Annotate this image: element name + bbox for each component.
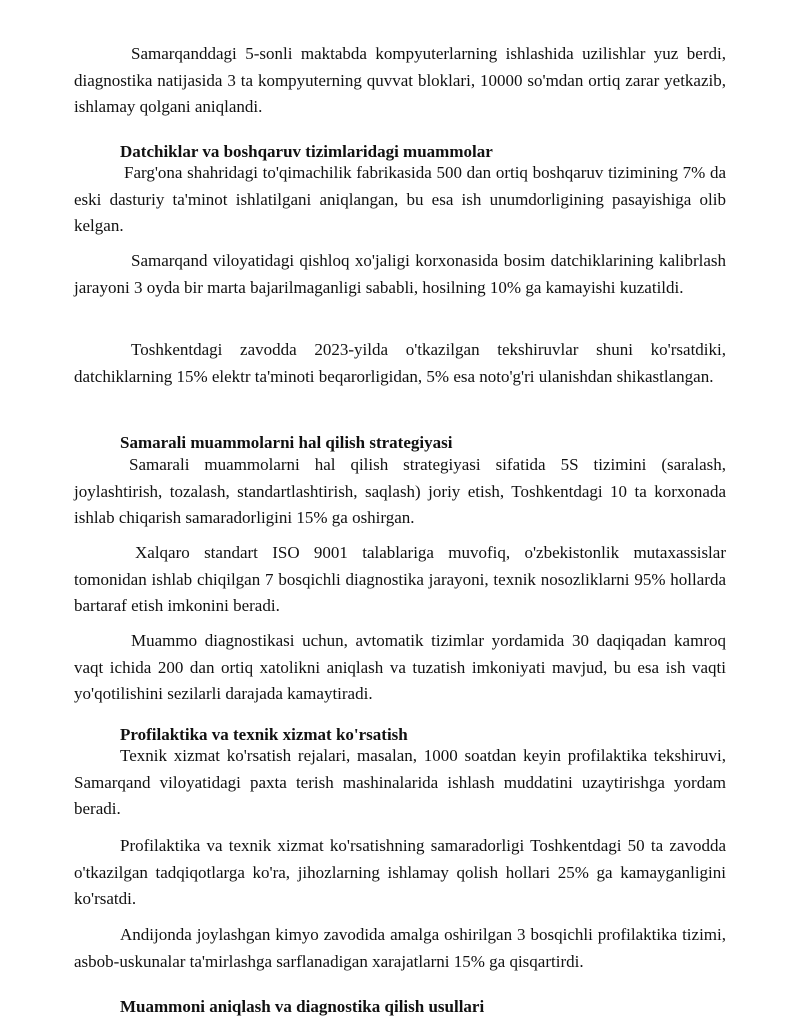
paragraph-tashkent-plant: Toshkentdagi zavodda 2023-yilda o'tkazilgan tekshiruvlar shuni ko'rsatdiki, datchiklarning 15% elektr ta'minoti beqarorligidan, 5% esa noto'g'ri ulanishdan shikastlangan.	[74, 340, 726, 386]
heading-problem-solving: Samarali muammolarni hal qilish strategiyasi	[120, 433, 453, 452]
heading-diagnostic-methods: Muammoni aniqlash va diagnostika qilish usullari	[120, 997, 485, 1016]
paragraph-samarqand-agri: Samarqand viloyatidagi qishloq xo'jaligi korxonasida bosim datchiklarining kalibrlash jarayoni 3 oyda bir marta bajarilmaganligi sababli, hosilning 10% ga kamayishi kuzatildi.	[74, 251, 726, 297]
heading-sensors-control: Datchiklar va boshqaruv tizimlaridagi muammolar	[120, 142, 493, 161]
heading-maintenance: Profilaktika va texnik xizmat ko'rsatish	[120, 725, 408, 744]
paragraph-maintenance-efficiency: Profilaktika va texnik xizmat ko'rsatishning samaradorligi Toshkentdagi 50 ta zavodda o'tkazilgan tadqiqotlarga ko'ra, jihozlarning ishlamay qolish hollari 25% ga kamayganligini ko'rsatdi.	[74, 836, 726, 909]
paragraph-maintenance-plans: Texnik xizmat ko'rsatish rejalari, masalan, 1000 soatdan keyin profilaktika tekshiruvi, Samarqand viloyatidagi paxta terish mashinalarida ishlash muddatini uzaytirishga yordam beradi.	[74, 746, 726, 819]
paragraph-5s-system: Samarali muammolarni hal qilish strategiyasi sifatida 5S tizimini (saralash, joylashtirish, tozalash, standartlashtirish, saqlash) joriy etish, Toshkentdagi 10 ta korxonada ishlab chiqarish samaradorligini 15% ga oshirgan.	[74, 455, 726, 528]
paragraph-iso-9001: Xalqaro standart ISO 9001 talablariga muvofiq, o'zbekistonlik mutaxassislar tomonidan ishlab chiqilgan 7 bosqichli diagnostika jarayoni, texnik nosozliklarni 95% hollarda bartaraf etish imkonini beradi.	[74, 543, 726, 616]
paragraph-samarqand-school: Samarqanddagi 5-sonli maktabda kompyuterlarning ishlashida uzilishlar yuz berdi, diagnostika natijasida 3 ta kompyuterning quvvat bloklari, 10000 so'mdan ortiq zarar yetkazib, ishlamay qolgani aniqlandi.	[74, 44, 726, 117]
paragraph-fergana-factory: Farg'ona shahridagi to'qimachilik fabrikasida 500 dan ortiq boshqaruv tizimining 7% da eski dasturiy ta'minot ishlatilgani aniqlangan, bu esa ish unumdorligining pasayishiga olib kelgan.	[74, 163, 726, 236]
paragraph-andijan-chemical: Andijonda joylashgan kimyo zavodida amalga oshirilgan 3 bosqichli profilaktika tizimi, asbob-uskunalar ta'mirlashga sarflanadigan xarajatlarni 15% ga qisqartirdi.	[74, 925, 726, 971]
paragraph-automatic-diagnostics: Muammo diagnostikasi uchun, avtomatik tizimlar yordamida 30 daqiqadan kamroq vaqt ichida 200 dan ortiq xatolikni aniqlash va tuzatish imkoniyati mavjud, bu esa ish vaqti yo'qotilishini sezilarli darajada kamaytiradi.	[74, 631, 726, 704]
